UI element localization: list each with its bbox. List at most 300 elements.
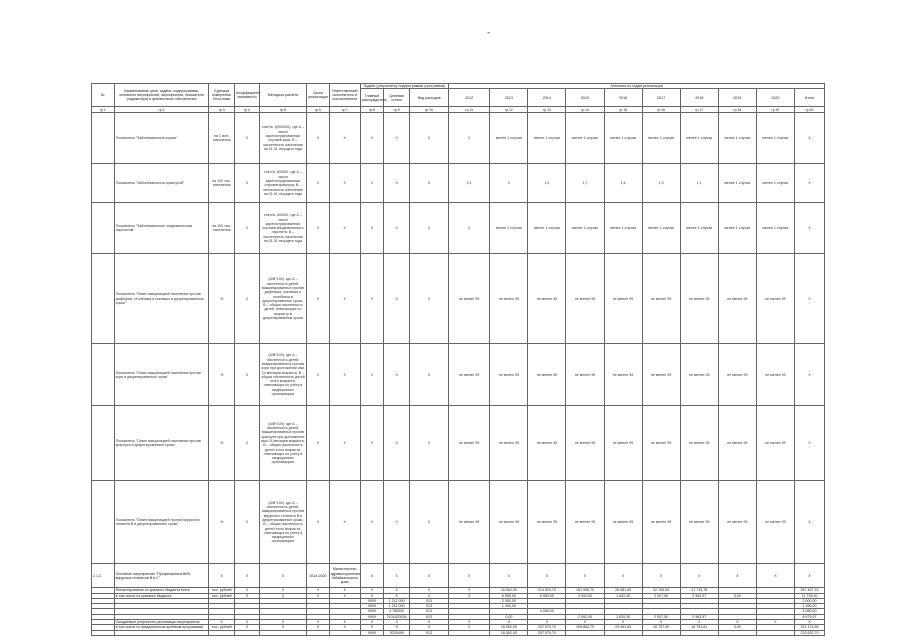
row-article: X bbox=[384, 625, 410, 630]
row-year-value: X bbox=[449, 620, 490, 625]
row-year-value: 2 963,97 bbox=[680, 614, 718, 619]
row-year-value: менее 1 случая bbox=[756, 203, 794, 254]
row-year-value: 24 461,60 bbox=[604, 625, 642, 630]
row-period: X bbox=[307, 164, 330, 203]
row-year-value: 6 950,00 bbox=[528, 593, 566, 598]
colnum: гр.2 bbox=[114, 107, 209, 113]
colnum: гр.9 bbox=[384, 107, 410, 113]
row-year-value: X bbox=[490, 564, 528, 588]
row-year-value: не менее 95 bbox=[680, 344, 718, 406]
hdr-col-9: Целевая статья bbox=[384, 89, 410, 107]
row-expense-type: X bbox=[410, 254, 449, 344]
row-expense-type: X bbox=[410, 625, 449, 630]
row-weight: X bbox=[235, 406, 260, 481]
row-year-value: не менее 95 bbox=[604, 344, 642, 406]
row-total: 4 080,00 bbox=[794, 609, 824, 614]
row-weight: X bbox=[235, 593, 260, 598]
row-unit: X bbox=[209, 564, 235, 588]
row-ministry: X bbox=[360, 588, 384, 593]
row-year-value bbox=[566, 630, 604, 635]
hdr-col-15: 2016 bbox=[604, 89, 642, 107]
row-article: X bbox=[384, 254, 410, 344]
row-year-value: не менее 95 bbox=[566, 344, 604, 406]
row-number bbox=[92, 344, 115, 406]
row-expense-type: 013 bbox=[410, 630, 449, 635]
table-row bbox=[92, 164, 825, 203]
row-article: X bbox=[384, 344, 410, 406]
row-ministry: X bbox=[360, 625, 384, 630]
row-year-value: 2 007,50 bbox=[642, 614, 680, 619]
row-method: X bbox=[259, 588, 306, 593]
colnum: гр.15 bbox=[604, 107, 642, 113]
row-year-value: X bbox=[604, 620, 642, 625]
row-year-value: X bbox=[642, 564, 680, 588]
row-year-value bbox=[449, 630, 490, 635]
row-year-value: менее 1 случая bbox=[642, 203, 680, 254]
row-method: (А/В*100), где А – численность детей, вакцинированных против вирусного гепатита В в декретированные сроки, В – общая численность детей этого возраста, отвечающих по учёту в медицинских организациях bbox=[259, 481, 306, 564]
row-year-value: X bbox=[680, 564, 718, 588]
row-year-value: менее 1 случая bbox=[528, 113, 566, 164]
row-name: Показатель "Охват вакцинацией населения против кори в декретированные сроки" bbox=[114, 344, 209, 406]
row-ministry: X bbox=[360, 254, 384, 344]
row-unit: на 1 млн. населения bbox=[209, 113, 235, 164]
row-unit bbox=[209, 630, 235, 635]
row-ministry: 0909 bbox=[360, 598, 384, 603]
row-name: Показатель "Заболеваемость эпидемическим паротитом" bbox=[114, 203, 209, 254]
row-executor: X bbox=[329, 625, 360, 630]
row-year-value: 207 570,70 bbox=[528, 630, 566, 635]
row-name: Показатель "Охват вакцинацией против вирусного гепатита В в декретированные сроки" bbox=[114, 481, 209, 564]
row-year-value: 16 062,00 bbox=[490, 630, 528, 635]
colnum: гр.3 bbox=[209, 107, 235, 113]
row-name: Финансирование из краевого бюджета всего bbox=[114, 588, 209, 593]
hdr-col-20: Итого bbox=[794, 89, 824, 107]
row-year-value: не менее 95 bbox=[718, 254, 756, 344]
row-year-value: менее 1 случая bbox=[566, 203, 604, 254]
row-article: 4 780000 bbox=[384, 609, 410, 614]
row-year-value: 1,6 bbox=[604, 164, 642, 203]
colnum: гр.19 bbox=[756, 107, 794, 113]
row-article: X bbox=[384, 113, 410, 164]
row-year-value: X bbox=[449, 564, 490, 588]
row-ministry: X bbox=[360, 203, 384, 254]
row-year-value: менее 1 случая bbox=[756, 164, 794, 203]
row-year-value: менее 1 случая bbox=[718, 203, 756, 254]
row-number bbox=[92, 406, 115, 481]
row-executor: X bbox=[329, 406, 360, 481]
row-number bbox=[92, 254, 115, 344]
row-year-value bbox=[642, 630, 680, 635]
row-executor: X bbox=[329, 588, 360, 593]
row-total: 1 450,00 bbox=[794, 604, 824, 609]
row-year-value: X bbox=[449, 588, 490, 593]
row-year-value: менее 1 случая bbox=[528, 203, 566, 254]
hdr-group-left: Задачи (результаты) подпрограммы (программы) bbox=[360, 84, 449, 89]
row-year-value: не менее 95 bbox=[490, 254, 528, 344]
row-method: (А/В*100), где А – численность детей, вакцинированных против краснухи при достижении ими 24 месяцев возраста, В – общая численность детей этого возраста, отвечающих по учёту в медицинских организациях bbox=[259, 406, 306, 481]
row-year-value: не менее 95 bbox=[490, 406, 528, 481]
row-year-value: X bbox=[604, 564, 642, 588]
row-year-value: не менее 95 bbox=[604, 254, 642, 344]
row-year-value: 4 080,00 bbox=[528, 609, 566, 614]
row-year-value: 0,00 bbox=[718, 625, 756, 630]
colnum: гр.16 bbox=[642, 107, 680, 113]
row-executor: X bbox=[329, 113, 360, 164]
row-executor: X bbox=[329, 481, 360, 564]
row-article: X bbox=[384, 481, 410, 564]
row-expense-type: X bbox=[410, 203, 449, 254]
row-weight: X bbox=[235, 481, 260, 564]
row-year-value: X bbox=[528, 620, 566, 625]
row-year-value: X bbox=[449, 625, 490, 630]
row-executor: X bbox=[329, 164, 360, 203]
row-method: (А/В*100), где А – численность детей, вакцинированных против дифтерии, коклюша и столбняка в декретированные сроки, В – общая численность детей, отвечающих по возрасту в декретированные сроки bbox=[259, 254, 306, 344]
row-executor: X bbox=[329, 344, 360, 406]
row-total: X bbox=[794, 344, 824, 406]
hdr-col-4: Коэффициент значимости bbox=[235, 84, 260, 107]
row-ministry: X bbox=[360, 164, 384, 203]
row-total: X bbox=[794, 406, 824, 481]
row-year-value: не менее 95 bbox=[449, 481, 490, 564]
row-weight: X bbox=[235, 203, 260, 254]
row-total: 8 679,97 bbox=[794, 614, 824, 619]
row-expense-type: X bbox=[410, 344, 449, 406]
hdr-col-12: 2013 bbox=[490, 89, 528, 107]
row-total: 2 000,00 bbox=[794, 598, 824, 603]
row-article: X bbox=[384, 164, 410, 203]
row-unit: % bbox=[209, 344, 235, 406]
row-year-value: менее 1 случая bbox=[680, 203, 718, 254]
row-ministry: X bbox=[360, 564, 384, 588]
financing-rows bbox=[92, 588, 825, 636]
row-year-value: менее 1 случая bbox=[604, 203, 642, 254]
row-name: Основное мероприятие "Профилактика ВИЧ, вирусных гепатитов В и С" bbox=[114, 564, 209, 588]
row-year-value: не менее 95 bbox=[566, 406, 604, 481]
row-year-value: не менее 95 bbox=[718, 406, 756, 481]
row-year-value: 2 092,00 bbox=[566, 593, 604, 598]
row-year-value: X bbox=[718, 620, 756, 625]
row-total: X bbox=[794, 164, 824, 203]
row-number bbox=[92, 203, 115, 254]
row-total: X bbox=[794, 481, 824, 564]
row-year-value: X bbox=[756, 564, 794, 588]
colnum: гр.5 bbox=[259, 107, 306, 113]
row-expense-type: 013 bbox=[410, 609, 449, 614]
row-expense-type: 013 bbox=[410, 614, 449, 619]
row-year-value: 26 081,90 bbox=[604, 588, 642, 593]
row-year-value: 207 570,70 bbox=[528, 625, 566, 630]
hdr-col-3: Единица измерения/ Источники bbox=[209, 84, 235, 107]
row-name: Ожидаемые результаты реализации мероприятия bbox=[114, 620, 209, 625]
row-executor: X bbox=[329, 620, 360, 625]
row-expense-type: X bbox=[410, 564, 449, 588]
hdr-col-13: 2014 bbox=[528, 89, 566, 107]
row-number bbox=[92, 630, 115, 635]
row-ministry: X bbox=[360, 593, 384, 598]
row-year-value: X bbox=[566, 620, 604, 625]
row-year-value: не менее 95 bbox=[449, 254, 490, 344]
row-year-value: не менее 95 bbox=[449, 344, 490, 406]
row-year-value: 2 bbox=[490, 164, 528, 203]
row-article: X bbox=[384, 593, 410, 598]
row-year-value: X bbox=[528, 564, 566, 588]
row-period: X bbox=[307, 406, 330, 481]
colnum: гр.8 bbox=[360, 107, 384, 113]
row-number: 2.1.2. bbox=[92, 564, 115, 588]
row-method: X bbox=[259, 620, 306, 625]
row-year-value bbox=[718, 630, 756, 635]
table-row bbox=[92, 344, 825, 406]
row-year-value: 21 715,78 bbox=[680, 588, 718, 593]
row-year-value: не менее 95 bbox=[718, 481, 756, 564]
row-article: Э230490 bbox=[384, 630, 410, 635]
row-method: (А/В*100), где А – численность детей, вакцинированных против кори при достижении ими 24 месяцев возраста, В – общая численность детей этого возраста, отвечающих по учёту в медицинских организациях bbox=[259, 344, 306, 406]
colnum: гр.17 bbox=[680, 107, 718, 113]
row-number bbox=[92, 164, 115, 203]
row-expense-type: X bbox=[410, 588, 449, 593]
row-executor: X bbox=[329, 203, 360, 254]
row-year-value: не менее 95 bbox=[642, 254, 680, 344]
row-weight: X bbox=[235, 564, 260, 588]
row-weight: X bbox=[235, 625, 260, 630]
row-name: в том числе из краевого бюджета bbox=[114, 593, 209, 598]
row-year-value: 1 620,30 bbox=[604, 593, 642, 598]
table-row bbox=[92, 481, 825, 564]
row-unit: X bbox=[209, 620, 235, 625]
row-year-value: не менее 95 bbox=[528, 481, 566, 564]
row-year-value: 0 bbox=[449, 203, 490, 254]
row-year-value: не менее 95 bbox=[680, 481, 718, 564]
hdr-col-5: Методика расчёта bbox=[259, 84, 306, 107]
row-year-value: 16 062,00 bbox=[490, 588, 528, 593]
program-table bbox=[91, 83, 825, 636]
row-year-value bbox=[604, 630, 642, 635]
row-period: X bbox=[307, 625, 330, 630]
row-year-value: X bbox=[449, 593, 490, 598]
row-year-value: не менее 95 bbox=[604, 481, 642, 564]
section-rows bbox=[92, 564, 825, 588]
row-year-value: 1,3 bbox=[642, 164, 680, 203]
hdr-col-10: Вид расходов bbox=[410, 89, 449, 107]
row-ministry: 0909 bbox=[360, 609, 384, 614]
row-year-value: не менее 95 bbox=[566, 254, 604, 344]
row-year-value: X bbox=[756, 620, 794, 625]
row-total: 223 632,70 bbox=[794, 630, 824, 635]
row-year-value: 2 000,00 bbox=[490, 598, 528, 603]
hdr-col-6: Сроки реализации bbox=[307, 84, 330, 107]
colnum: гр.10 bbox=[410, 107, 449, 113]
row-unit: % bbox=[209, 254, 235, 344]
row-year-value: 16 062,00 bbox=[490, 625, 528, 630]
row-year-value: 6 950,00 bbox=[490, 593, 528, 598]
row-year-value: не менее 95 bbox=[680, 406, 718, 481]
row-year-value: 2 963,97 bbox=[680, 593, 718, 598]
row-ministry: 0909 bbox=[360, 614, 384, 619]
row-period: X bbox=[307, 203, 330, 254]
row-year-value: не менее 95 bbox=[756, 481, 794, 564]
colnum: гр.18 bbox=[718, 107, 756, 113]
row-period: X bbox=[307, 588, 330, 593]
row-name: в том числе по федеральным целевым программам bbox=[114, 625, 209, 630]
table-row bbox=[92, 254, 825, 344]
hdr-col-11: 2012 bbox=[449, 89, 490, 107]
row-year-value: не менее 95 bbox=[642, 481, 680, 564]
row-year-value: 214 520,70 bbox=[528, 588, 566, 593]
row-year-value: менее 1 случая bbox=[756, 113, 794, 164]
row-ministry: X bbox=[360, 481, 384, 564]
colnum: гр.1 bbox=[92, 107, 115, 113]
row-article: X bbox=[384, 564, 410, 588]
row-executor: Министерство здравоохранения Забайкальского края bbox=[329, 564, 360, 588]
row-executor bbox=[329, 630, 360, 635]
row-period: X bbox=[307, 481, 330, 564]
row-expense-type: X bbox=[410, 406, 449, 481]
colnum: гр.13 bbox=[528, 107, 566, 113]
row-total: X bbox=[794, 113, 824, 164]
row-unit: тыс. рублей bbox=[209, 625, 235, 630]
row-period bbox=[307, 630, 330, 635]
row-expense-type: 013 bbox=[410, 604, 449, 609]
row-executor: X bbox=[329, 593, 360, 598]
row-period: X bbox=[307, 620, 330, 625]
table-row bbox=[92, 203, 825, 254]
row-total: X bbox=[794, 564, 824, 588]
row-year-value: не менее 95 bbox=[528, 344, 566, 406]
hdr-col-1: № bbox=[92, 84, 115, 107]
row-year-value: менее 1 случая bbox=[490, 113, 528, 164]
row-name: Показатель "Заболеваемость корью" bbox=[114, 113, 209, 164]
colnum: гр.4 bbox=[235, 107, 260, 113]
hdr-col-17: 2018 bbox=[680, 89, 718, 107]
row-year-value: не менее 95 bbox=[490, 481, 528, 564]
row-year-value bbox=[756, 630, 794, 635]
row-ministry: X bbox=[360, 406, 384, 481]
colnum: гр.20 bbox=[794, 107, 824, 113]
row-period: X bbox=[307, 254, 330, 344]
row-year-value: менее 1 случая bbox=[718, 113, 756, 164]
row-period: 2014-2020 bbox=[307, 564, 330, 588]
row-weight: X bbox=[235, 164, 260, 203]
row-year-value: X bbox=[680, 620, 718, 625]
row-unit: % bbox=[209, 481, 235, 564]
colnum: гр.14 bbox=[566, 107, 604, 113]
colnum: гр.12 bbox=[490, 107, 528, 113]
row-total: X bbox=[794, 203, 824, 254]
row-year-value: не менее 95 bbox=[718, 344, 756, 406]
row-unit: на 100 тыс. населения bbox=[209, 203, 235, 254]
row-period: X bbox=[307, 113, 330, 164]
row-total: 357 467,15 bbox=[794, 588, 824, 593]
row-weight bbox=[235, 630, 260, 635]
row-name: Показатель "Заболеваемость краснухой" bbox=[114, 164, 209, 203]
row-method: стат.№ 100000, где А – число зарегистрированных случаев эпидемического паротита, В – численность населения на 01.01 текущего года bbox=[259, 203, 306, 254]
row-year-value: X bbox=[718, 564, 756, 588]
row-number bbox=[92, 113, 115, 164]
row-year-value: 2,1 bbox=[449, 164, 490, 203]
row-expense-type: X bbox=[410, 113, 449, 164]
row-year-value: не менее 95 bbox=[642, 406, 680, 481]
row-year-value: не менее 95 bbox=[528, 254, 566, 344]
row-year-value: 159 864,70 bbox=[566, 625, 604, 630]
hdr-col-8: Главный распорядитель bbox=[360, 89, 384, 107]
row-year-value: X bbox=[566, 564, 604, 588]
row-year-value: 1,7 bbox=[566, 164, 604, 203]
row-method bbox=[259, 630, 306, 635]
row-year-value: менее 1 случая bbox=[718, 164, 756, 203]
row-weight: X bbox=[235, 588, 260, 593]
row-year-value: 2 092,00 bbox=[566, 614, 604, 619]
row-period: X bbox=[307, 344, 330, 406]
row-method: стат.№ 100000, где А – число зарегистрированных случаев краснухи, В – численность населения на 01.01 текущего года bbox=[259, 164, 306, 203]
row-method: X bbox=[259, 564, 306, 588]
hdr-col-16: 2017 bbox=[642, 89, 680, 107]
row-article: X bbox=[384, 406, 410, 481]
row-year-value: 1 450,00 bbox=[490, 604, 528, 609]
row-ministry: X bbox=[360, 344, 384, 406]
row-year-value: X bbox=[642, 620, 680, 625]
row-year-value: не менее 95 bbox=[566, 481, 604, 564]
row-name: Показатель "Охват вакцинацией населения против дифтерии, столбняка и коклюша в декретированные сроки" bbox=[114, 254, 209, 344]
row-name: Показатель "Охват вакцинацией населения против краснухи в декретированные сроки" bbox=[114, 406, 209, 481]
row-expense-type: X bbox=[410, 620, 449, 625]
page-mark: - bbox=[487, 28, 491, 38]
row-year-value: X bbox=[490, 620, 528, 625]
row-year-value: менее 1 случая bbox=[490, 203, 528, 254]
row-ministry: 0909 bbox=[360, 630, 384, 635]
row-weight: X bbox=[235, 254, 260, 344]
row-year-value: 32 765,00 bbox=[642, 588, 680, 593]
table-row bbox=[92, 564, 825, 588]
row-method: X bbox=[259, 593, 306, 598]
row-weight: X bbox=[235, 620, 260, 625]
row-year-value: 1,1 bbox=[680, 164, 718, 203]
hdr-group-right: Значения по годам реализации bbox=[449, 84, 825, 89]
row-year-value: 1,9 bbox=[528, 164, 566, 203]
row-method: X bbox=[259, 625, 306, 630]
row-expense-type: X bbox=[410, 164, 449, 203]
row-article: 1 211 000 bbox=[384, 604, 410, 609]
row-number bbox=[92, 481, 115, 564]
colnum: гр.7 bbox=[329, 107, 360, 113]
row-ministry: X bbox=[360, 113, 384, 164]
row-period: X bbox=[307, 593, 330, 598]
row-name bbox=[114, 630, 209, 635]
hdr-col-2: Наименование цели, задачи, подпрограммы, основного мероприятия, мероприятия, показателя (индикатора) и финансового обеспечения bbox=[114, 84, 209, 107]
row-unit: тыс. рублей bbox=[209, 593, 235, 598]
row-total: 322 174,55 bbox=[794, 625, 824, 630]
row-year-value: менее 1 случая bbox=[604, 113, 642, 164]
hdr-col-14: 2015 bbox=[566, 89, 604, 107]
colnum: гр.6 bbox=[307, 107, 330, 113]
table-row bbox=[92, 630, 825, 635]
row-expense-type: X bbox=[410, 593, 449, 598]
row-article: X bbox=[384, 588, 410, 593]
row-year-value: 1 620,30 bbox=[604, 614, 642, 619]
row-year-value: менее 1 случая bbox=[566, 113, 604, 164]
row-year-value: 2 007,50 bbox=[642, 593, 680, 598]
colnum: гр.11 bbox=[449, 107, 490, 113]
row-year-value: менее 1 случая bbox=[642, 113, 680, 164]
row-year-value: 161 956,70 bbox=[566, 588, 604, 593]
row-year-value: не менее 95 bbox=[528, 406, 566, 481]
row-ministry: X bbox=[360, 620, 384, 625]
row-total: X bbox=[794, 620, 824, 625]
indicator-rows bbox=[92, 113, 825, 564]
hdr-col-18: 2019 bbox=[718, 89, 756, 107]
row-year-value: не менее 95 bbox=[490, 344, 528, 406]
row-year-value: не менее 95 bbox=[642, 344, 680, 406]
hdr-col-19: 2020 bbox=[756, 89, 794, 107]
